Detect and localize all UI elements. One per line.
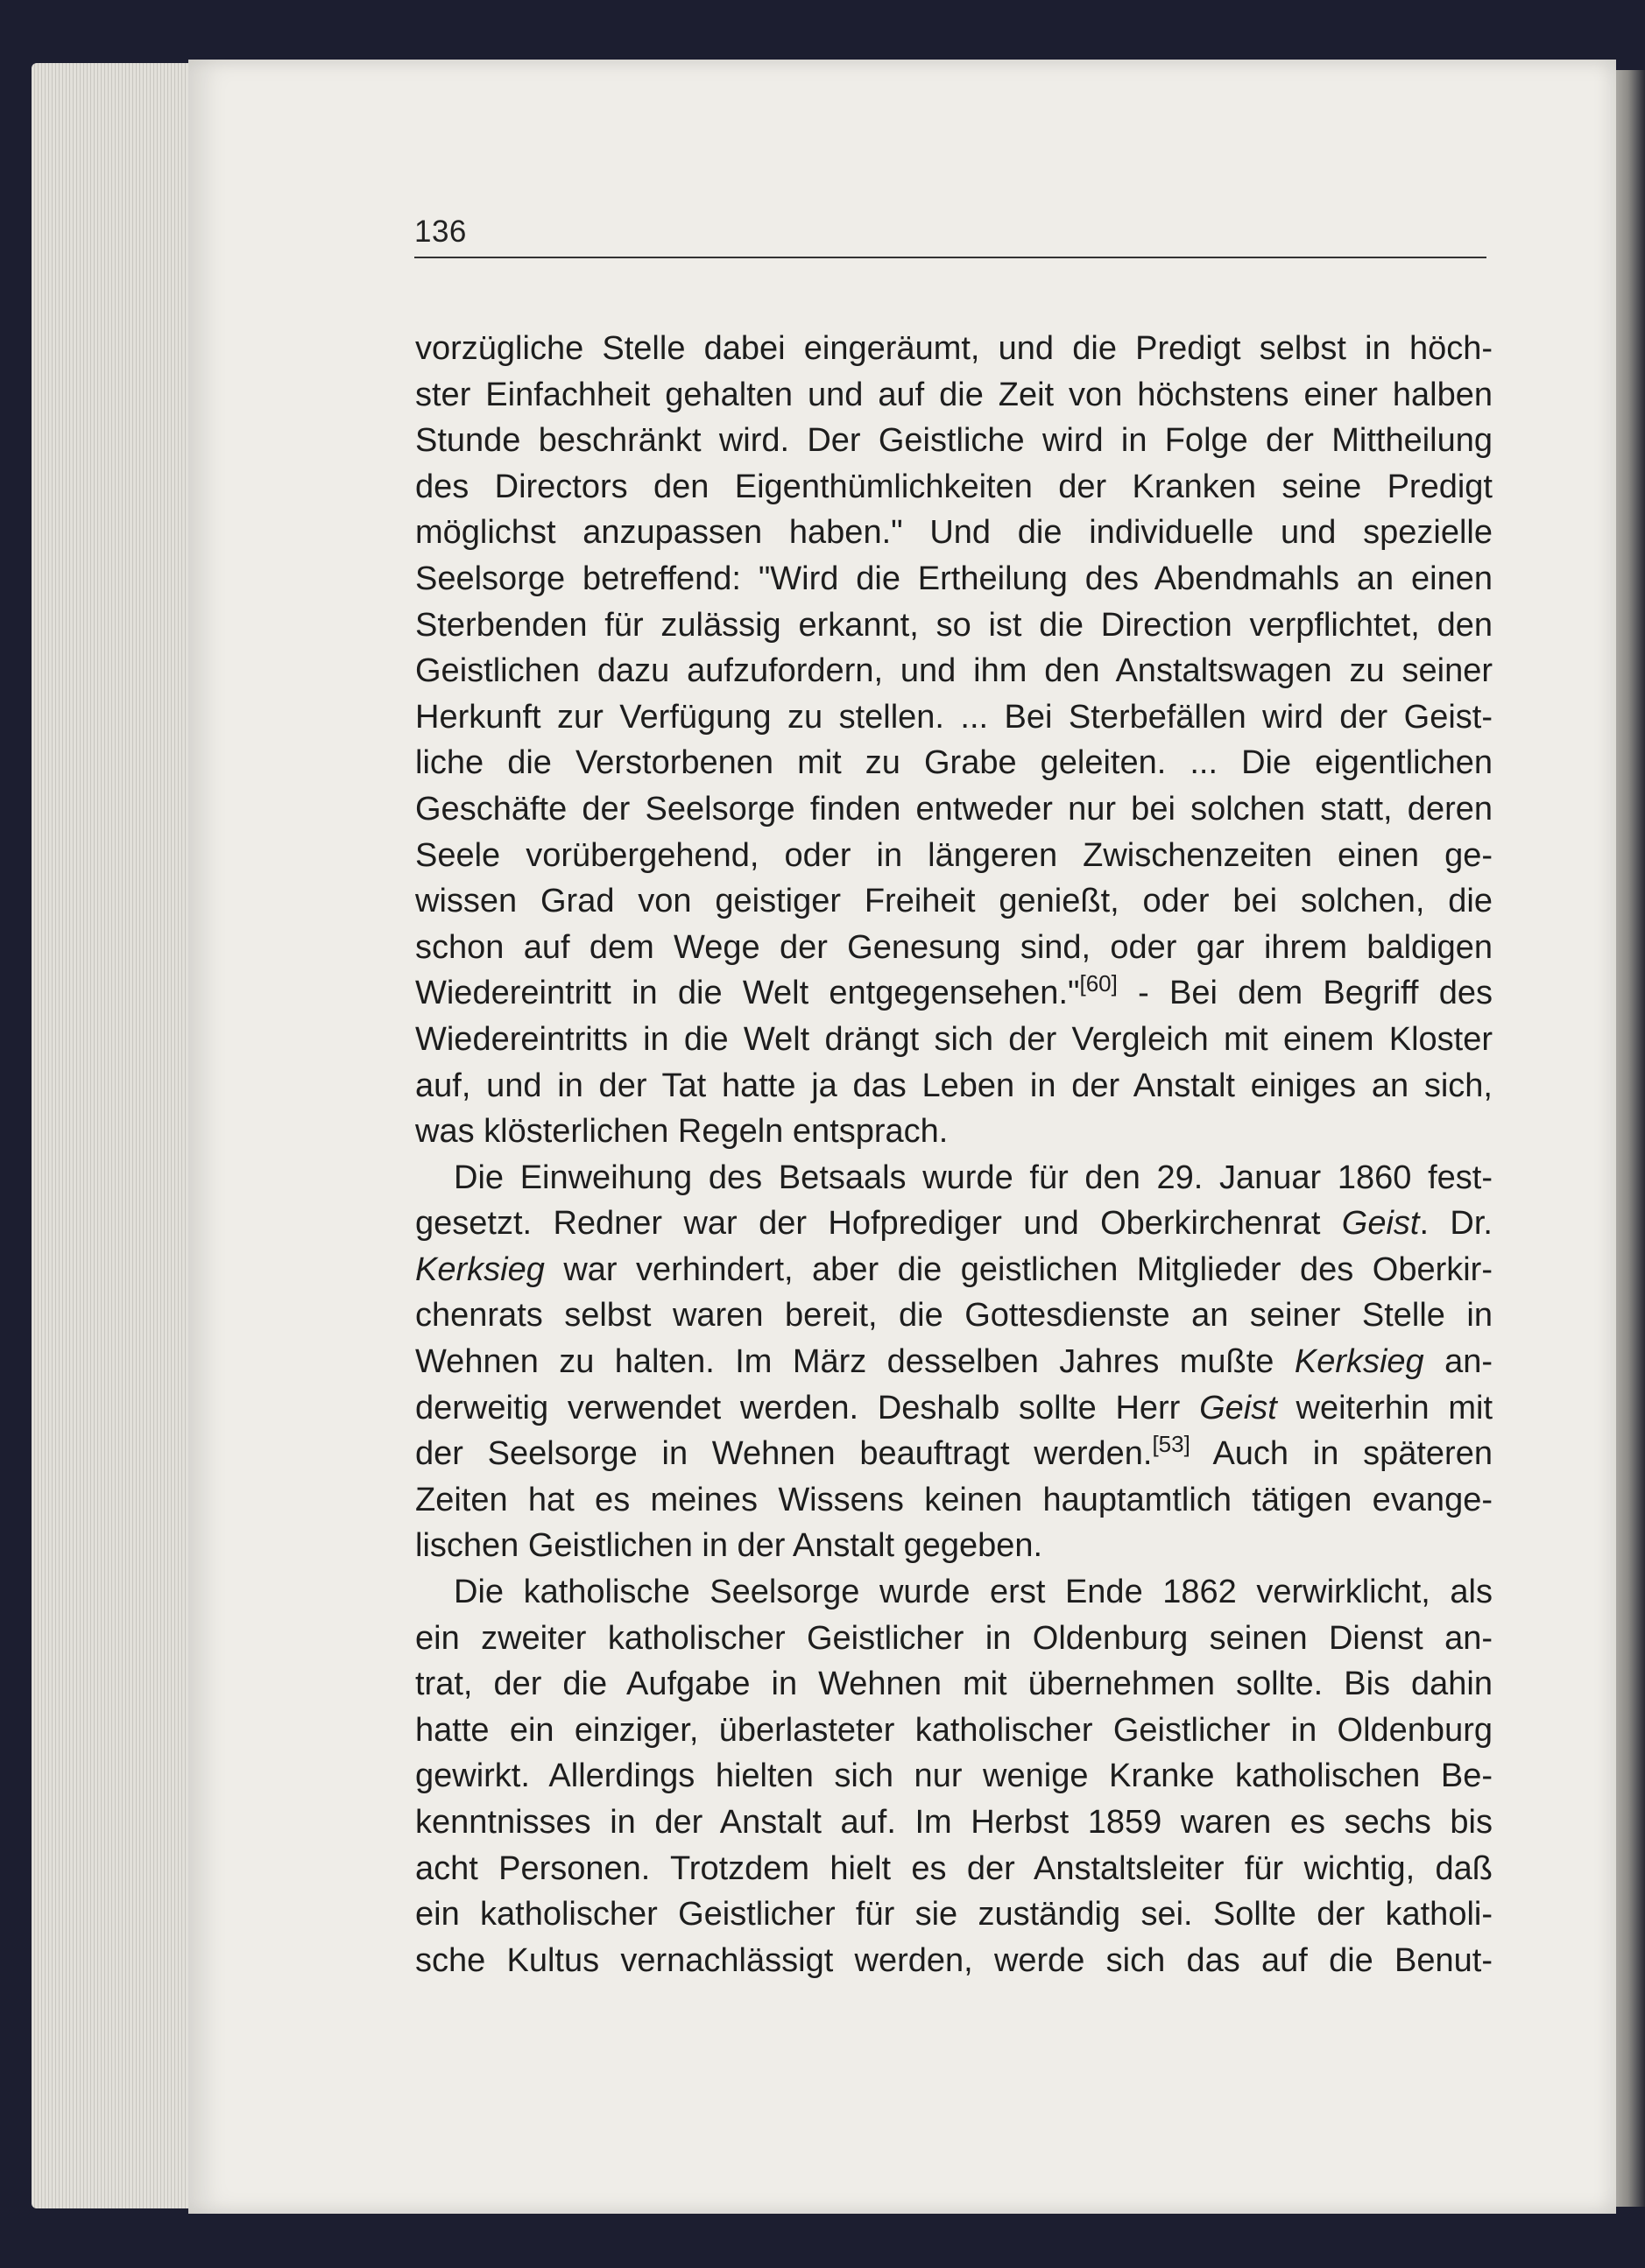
text-line bbox=[415, 1201, 1493, 1247]
line-text: acht Personen. Trotzdem hielt es der Anstaltsleiter für wichtig, daß bbox=[415, 1849, 1493, 1887]
text-line bbox=[415, 1616, 1493, 1662]
text-line bbox=[415, 326, 1493, 372]
line-text: gewirkt. Allerdings hielten sich nur wenige Kranke katholischen Be- bbox=[415, 1757, 1493, 1795]
text-line bbox=[415, 1017, 1493, 1063]
text-line bbox=[415, 694, 1493, 741]
line-text: weiterhin mit bbox=[1276, 1389, 1493, 1426]
text-line bbox=[415, 418, 1493, 464]
line-text: Stunde beschränkt wird. Der Geistliche wird in Folge der Mittheilung bbox=[415, 422, 1493, 460]
text-line bbox=[415, 1938, 1493, 1984]
text-line bbox=[415, 1339, 1493, 1385]
text-line bbox=[415, 602, 1493, 649]
footnote-reference: [60] bbox=[1079, 970, 1118, 997]
line-text: vorzügliche Stelle dabei eingeräumt, und die Predigt selbst in höch- bbox=[415, 330, 1493, 367]
page-stack-edges bbox=[32, 63, 207, 2208]
text-line bbox=[415, 1523, 1493, 1569]
line-text: auf, und in der Tat hatte ja das Leben in der Anstalt einiges an sich, bbox=[415, 1067, 1493, 1104]
line-text: Seele vorübergehend, oder in längeren Zwischenzeiten einen ge- bbox=[415, 836, 1493, 874]
line-text: ein zweiter katholischer Geistlicher in Oldenburg seinen Dienst an- bbox=[415, 1619, 1493, 1657]
text-line bbox=[415, 1247, 1493, 1293]
body-text bbox=[415, 326, 1493, 1983]
text-line bbox=[415, 1431, 1493, 1477]
text-line bbox=[415, 1569, 1493, 1616]
italic-name: Kerksieg bbox=[415, 1250, 545, 1288]
line-text: Geistlichen dazu aufzufordern, und ihm den Anstaltswagen zu seiner bbox=[415, 652, 1493, 690]
italic-name: Geist bbox=[1341, 1205, 1420, 1243]
line-text: möglichst anzupassen haben." Und die individuelle und spezielle bbox=[415, 514, 1493, 552]
line-text: Wehnen zu halten. Im März desselben Jahres mußte bbox=[415, 1343, 1295, 1381]
line-text: Herkunft zur Verfügung zu stellen. ... Bei Sterbefällen wird der Geist- bbox=[415, 698, 1493, 736]
text-line bbox=[415, 510, 1493, 556]
line-text: ein katholischer Geistlicher für sie zuständig sei. Sollte der katholi- bbox=[415, 1896, 1493, 1933]
text-line bbox=[415, 1800, 1493, 1846]
text-line bbox=[415, 833, 1493, 879]
line-text: . Dr. bbox=[1419, 1205, 1493, 1243]
text-line bbox=[415, 464, 1493, 511]
line-text: gesetzt. Redner war der Hofprediger und Oberkirchenrat bbox=[415, 1205, 1342, 1243]
text-line bbox=[415, 1753, 1493, 1800]
line-text: Auch in späteren bbox=[1190, 1435, 1493, 1473]
line-text: liche die Verstorbenen mit zu Grabe geleiten. ... Die eigentlichen bbox=[415, 744, 1493, 782]
footnote-reference: [53] bbox=[1152, 1431, 1190, 1458]
line-text: wissen Grad von geistiger Freiheit genießt, oder bei solchen, die bbox=[415, 883, 1493, 920]
line-text: an- bbox=[1423, 1343, 1493, 1381]
line-text: ster Einfachheit gehalten und auf die Zeit von höchstens einer halben bbox=[415, 376, 1493, 413]
line-text: Wiedereintritt in die Welt entgegensehen." bbox=[415, 975, 1080, 1012]
line-text: chenrats selbst waren bereit, die Gottesdienste an seiner Stelle in bbox=[415, 1297, 1493, 1335]
line-text: trat, der die Aufgabe in Wehnen mit übernehmen sollte. Bis dahin bbox=[415, 1666, 1493, 1703]
line-text: Seelsorge betreffend: "Wird die Ertheilung des Abendmahls an einen bbox=[415, 560, 1493, 597]
line-text: - Bei dem Begriff des bbox=[1117, 975, 1493, 1012]
text-line bbox=[415, 1292, 1493, 1339]
line-text: der Seelsorge in Wehnen beauftragt werden. bbox=[415, 1435, 1153, 1473]
text-line bbox=[415, 1063, 1493, 1109]
text-line bbox=[415, 786, 1493, 833]
line-text: kenntnisses in der Anstalt auf. Im Herbst 1859 waren es sechs bis bbox=[415, 1804, 1493, 1841]
page-number: 136 bbox=[414, 215, 467, 249]
text-line bbox=[415, 1109, 1493, 1155]
line-text: derweitig verwendet werden. Deshalb sollte Herr bbox=[415, 1389, 1200, 1426]
line-text: Zeiten hat es meines Wissens keinen hauptamtlich tätigen evange- bbox=[415, 1481, 1493, 1518]
text-line bbox=[415, 1891, 1493, 1938]
line-text: Geschäfte der Seelsorge finden entweder nur bei solchen statt, deren bbox=[415, 790, 1493, 828]
line-text: des Directors den Eigenthümlichkeiten der Kranken seine Predigt bbox=[415, 468, 1493, 505]
text-line bbox=[415, 1477, 1493, 1524]
text-line bbox=[415, 1385, 1493, 1432]
line-text: war verhindert, aber die geistlichen Mitglieder des Oberkir- bbox=[544, 1250, 1493, 1288]
line-text: sche Kultus vernachlässigt werden, werde sich das auf die Benut- bbox=[415, 1941, 1493, 1979]
text-line bbox=[415, 1155, 1493, 1201]
text-line bbox=[415, 648, 1493, 694]
line-text: lischen Geistlichen in der Anstalt gegeben. bbox=[415, 1527, 1043, 1565]
text-line bbox=[415, 878, 1493, 925]
text-line bbox=[415, 925, 1493, 971]
text-line bbox=[415, 372, 1493, 419]
header-rule bbox=[414, 257, 1486, 258]
text-line bbox=[415, 556, 1493, 602]
text-line bbox=[415, 1708, 1493, 1754]
line-text: Die Einweihung des Betsaals wurde für den 29. Januar 1860 fest- bbox=[454, 1159, 1493, 1196]
text-line bbox=[415, 1846, 1493, 1892]
line-text: Die katholische Seelsorge wurde erst Ende 1862 verwirklicht, als bbox=[454, 1574, 1493, 1611]
line-text: schon auf dem Wege der Genesung sind, oder gar ihrem baldigen bbox=[415, 928, 1493, 966]
text-line bbox=[415, 970, 1493, 1017]
text-line bbox=[415, 1661, 1493, 1708]
italic-name: Kerksieg bbox=[1294, 1343, 1424, 1381]
text-line bbox=[415, 740, 1493, 786]
italic-name: Geist bbox=[1199, 1389, 1277, 1426]
line-text: was klösterlichen Regeln entsprach. bbox=[415, 1113, 949, 1151]
line-text: Sterbenden für zulässig erkannt, so ist die Direction verpflichtet, den bbox=[415, 606, 1493, 644]
line-text: hatte ein einziger, überlasteter katholischer Geistlicher in Oldenburg bbox=[415, 1711, 1493, 1749]
line-text: Wiedereintritts in die Welt drängt sich der Vergleich mit einem Kloster bbox=[415, 1020, 1493, 1058]
